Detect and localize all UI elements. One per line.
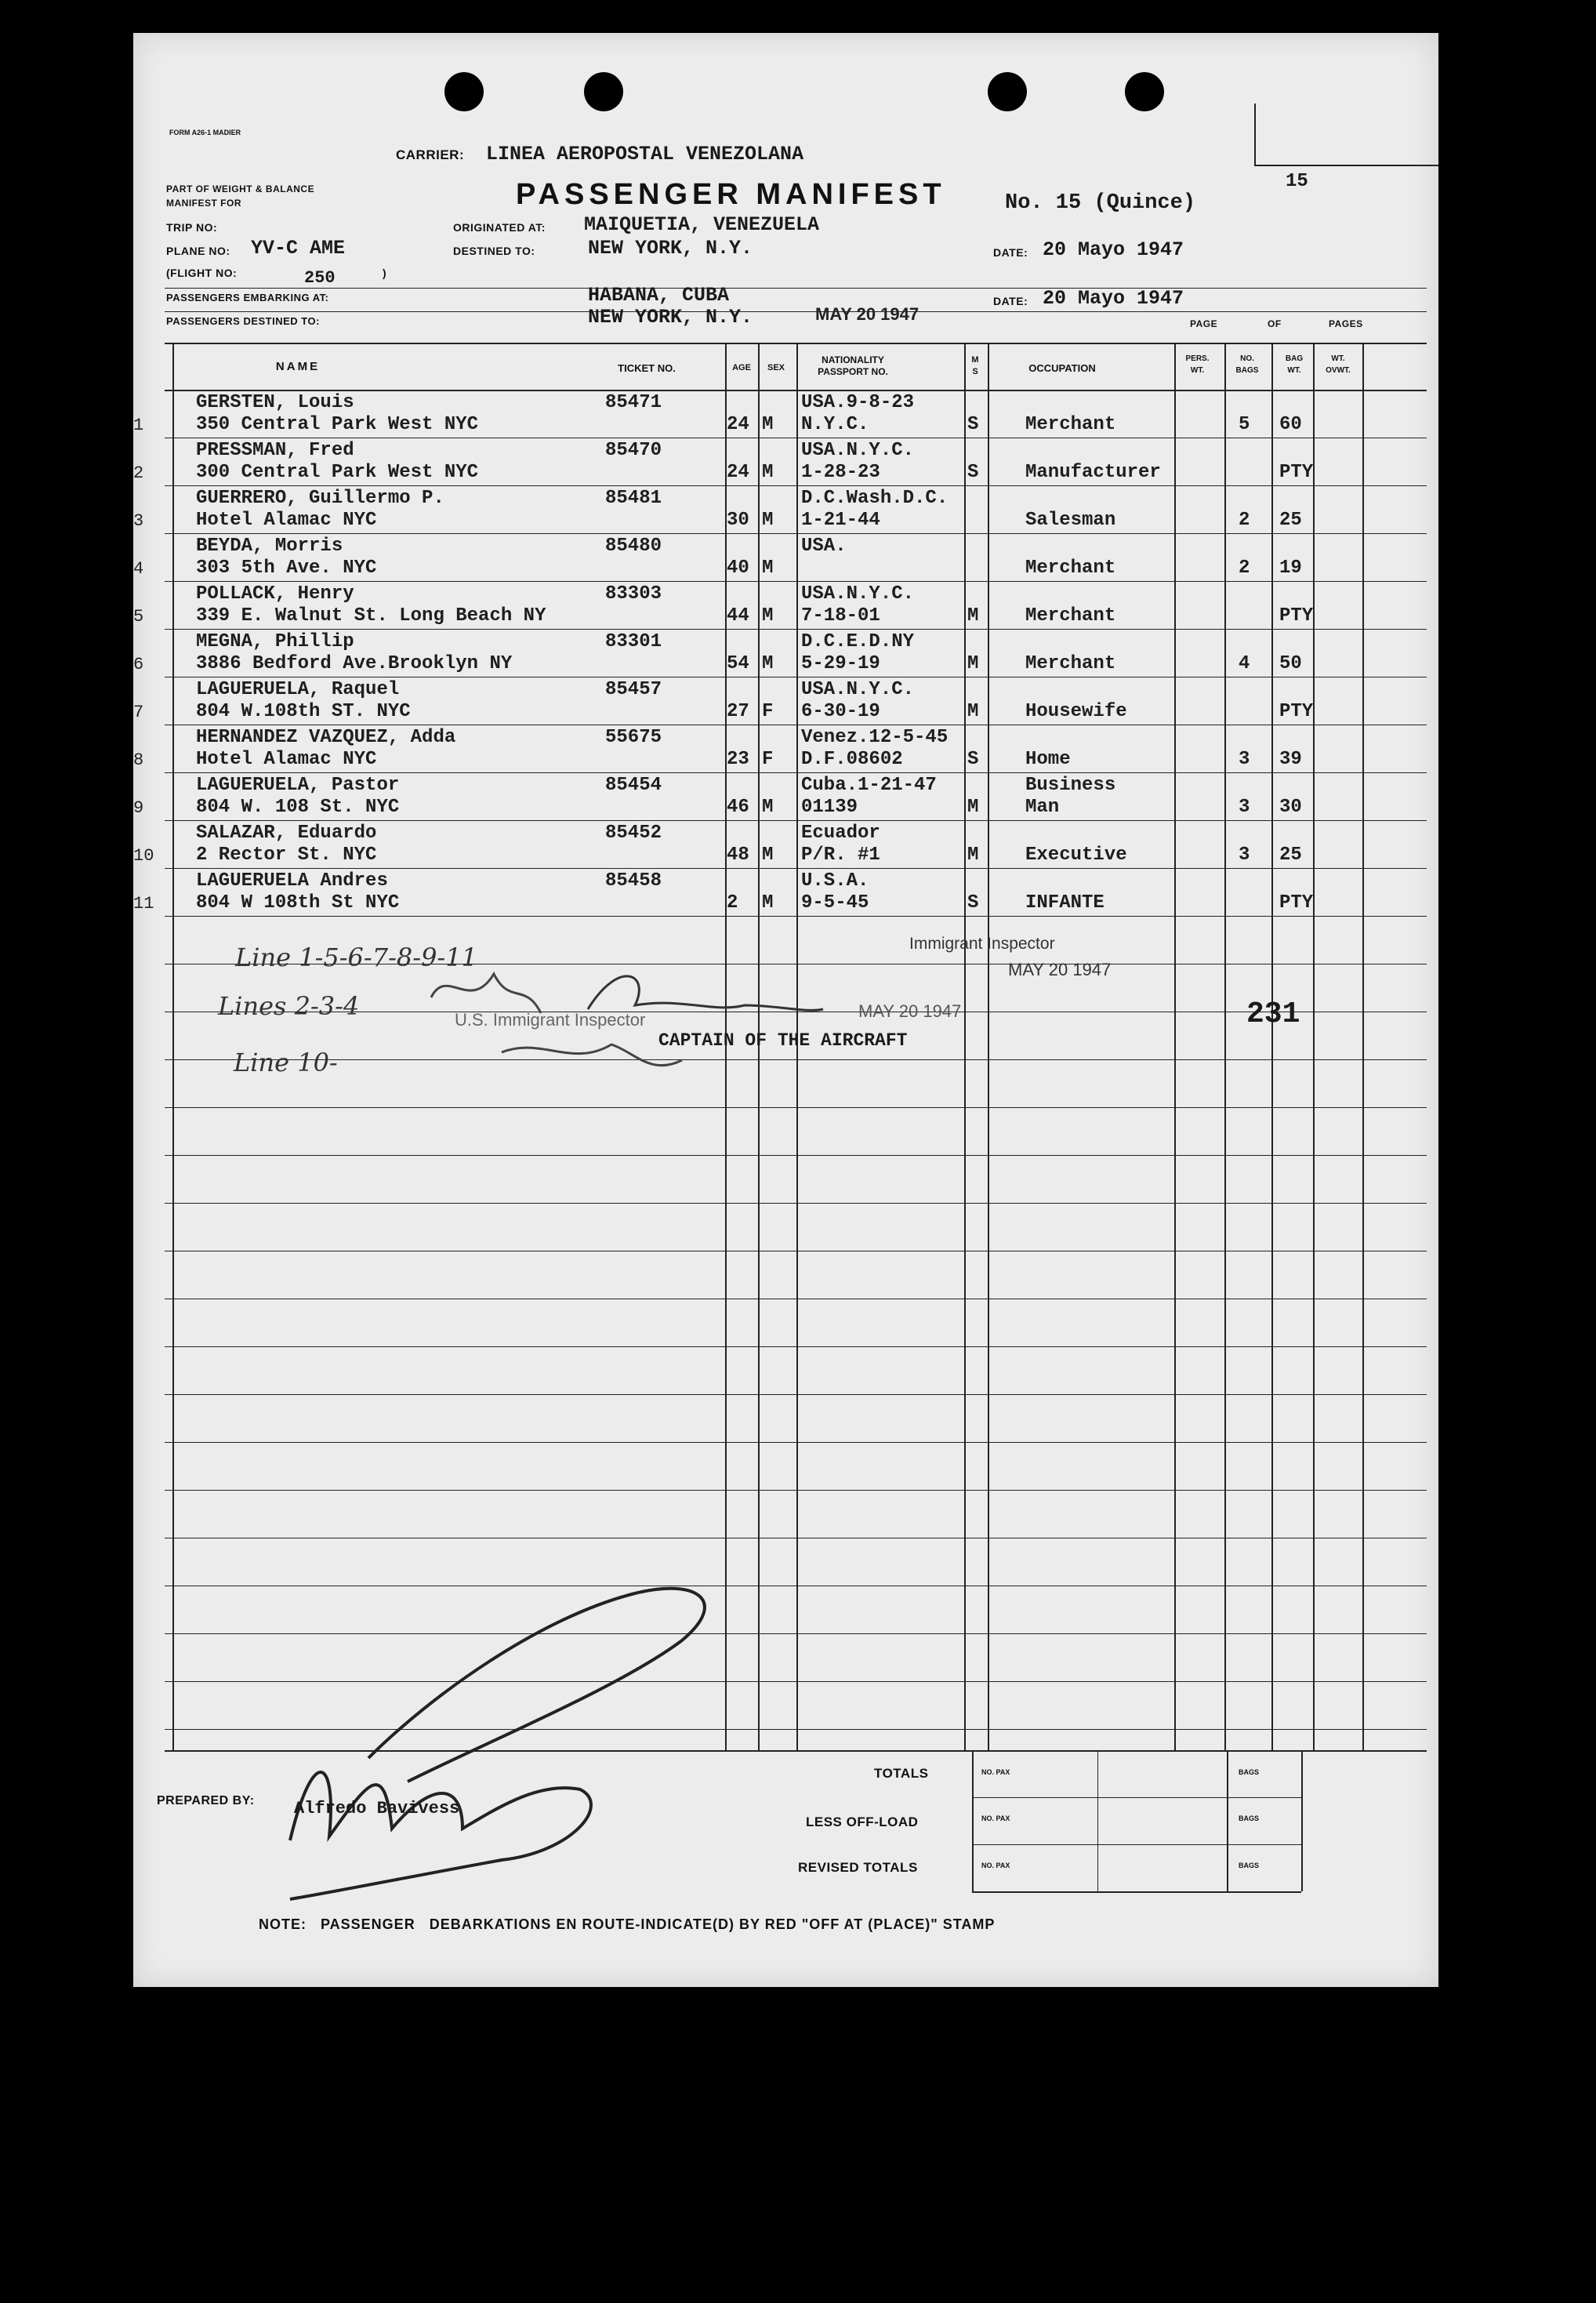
passenger-address: 804 W.108th ST. NYC xyxy=(196,701,411,722)
passenger-sex: M xyxy=(762,605,774,627)
ticket-number: 85458 xyxy=(605,870,662,892)
us-inspector-stamp: U.S. Immigrant Inspector xyxy=(455,1010,646,1030)
inspector-stamp: Immigrant Inspector xyxy=(909,935,1055,953)
flight-number: 250 xyxy=(304,268,336,288)
destined-pass-label: PASSENGERS DESTINED TO: xyxy=(166,315,320,327)
nationality: Venez.12-5-45 xyxy=(801,727,949,748)
embarking-value: HABANA, CUBA xyxy=(588,284,730,307)
row-number: 5 xyxy=(133,607,144,627)
bag-weight: 30 xyxy=(1279,797,1302,818)
marital-status: S xyxy=(967,462,979,483)
totals-rule xyxy=(972,1844,1301,1845)
col-header-age: AGE xyxy=(732,363,751,372)
row-number: 8 xyxy=(133,750,144,770)
totals-rule xyxy=(1301,1750,1303,1891)
no-pax-label: NO. PAX xyxy=(981,1814,1010,1822)
nationality: U.S.A. xyxy=(801,870,869,892)
passenger-address: Hotel Alamac NYC xyxy=(196,749,377,770)
preparer-signature xyxy=(290,1772,591,1899)
manifest-sheet xyxy=(133,33,1438,1987)
passenger-name: PRESSMAN, Fred xyxy=(196,440,354,461)
passenger-name: LAGUERUELA, Raquel xyxy=(196,679,400,700)
bag-weight: PTY xyxy=(1279,605,1314,627)
bags-label: BAGS xyxy=(1239,1768,1260,1776)
passport-number: D.F.08602 xyxy=(801,749,903,770)
bag-weight: 60 xyxy=(1279,414,1302,435)
ticket-number: 85470 xyxy=(605,440,662,461)
totals-rule xyxy=(972,1891,1301,1893)
passport-number: P/R. #1 xyxy=(801,845,880,866)
passport-number: 7-18-01 xyxy=(801,605,880,627)
bag-count: 4 xyxy=(1239,653,1250,674)
occupation: Salesman xyxy=(1025,510,1116,531)
col-header-bags: NO. BAGS xyxy=(1235,354,1259,375)
lines-signature xyxy=(431,974,541,1013)
passport-number: 1-21-44 xyxy=(801,510,880,531)
no-pax-label: NO. PAX xyxy=(981,1862,1010,1869)
marital-status: S xyxy=(967,749,979,770)
us-inspector-stamp-date: MAY 20 1947 xyxy=(858,1001,962,1021)
bag-weight: 19 xyxy=(1279,558,1302,579)
col-header-pers-wt: PERS. WT. xyxy=(1185,354,1210,375)
bag-weight: PTY xyxy=(1279,701,1314,722)
large-signature-stroke xyxy=(368,1589,705,1782)
row-number: 6 xyxy=(133,655,144,674)
nationality: Ecuador xyxy=(801,823,880,844)
col-header-bag-wt: BAG WT. xyxy=(1285,354,1304,375)
bag-weight: PTY xyxy=(1279,462,1314,483)
marital-status: M xyxy=(967,653,979,674)
bag-count: 2 xyxy=(1239,558,1250,579)
destined-label: DESTINED TO: xyxy=(453,245,535,257)
passenger-name: GUERRERO, Guillermo P. xyxy=(196,488,444,509)
bag-count: 2 xyxy=(1239,510,1250,531)
occupation: Manufacturer xyxy=(1025,462,1161,483)
bag-weight: PTY xyxy=(1279,892,1314,914)
bag-count: 5 xyxy=(1239,414,1250,435)
embarking-label: PASSENGERS EMBARKING AT: xyxy=(166,292,329,303)
handwritten-line-note: Line 1-5-6-7-8-9-11 xyxy=(235,943,477,972)
occupation: Executive xyxy=(1025,845,1127,866)
col-header-name: NAME xyxy=(275,360,321,373)
passport-number: N.Y.C. xyxy=(801,414,869,435)
nationality: USA. xyxy=(801,536,847,557)
passenger-sex: F xyxy=(762,701,774,722)
passenger-sex: M xyxy=(762,462,774,483)
plane-number: YV-C AME xyxy=(251,237,346,260)
passenger-sex: M xyxy=(762,558,774,579)
nationality: Cuba.1-21-47 xyxy=(801,775,937,796)
flight-label: (FLIGHT NO: xyxy=(166,267,238,279)
passenger-sex: M xyxy=(762,653,774,674)
row-number: 9 xyxy=(133,798,144,818)
occupation: INFANTE xyxy=(1025,892,1105,914)
less-offload-label: LESS OFF-LOAD xyxy=(806,1814,919,1829)
ticket-number: 85452 xyxy=(605,823,662,844)
ticket-number: 83301 xyxy=(605,631,662,652)
ticket-number: 85457 xyxy=(605,679,662,700)
ticket-number: 85471 xyxy=(605,392,662,413)
ticket-number: 85454 xyxy=(605,775,662,796)
nationality: USA.N.Y.C. xyxy=(801,583,915,605)
row-number: 7 xyxy=(133,703,144,722)
ticket-number: 85480 xyxy=(605,536,662,557)
passenger-name: LAGUERUELA Andres xyxy=(196,870,388,892)
ticket-number: 55675 xyxy=(605,727,662,748)
col-header-ticket: TICKET NO. xyxy=(618,362,676,374)
ticket-number: 83303 xyxy=(605,583,662,605)
marital-status: M xyxy=(967,797,979,818)
passenger-address: 3886 Bedford Ave.Brooklyn NY xyxy=(196,653,513,674)
carrier-label: CARRIER: xyxy=(396,147,465,162)
destined-pass-value: NEW YORK, N.Y. xyxy=(588,306,753,329)
passenger-sex: M xyxy=(762,414,774,435)
ramsey-signature xyxy=(502,1044,682,1066)
plane-label: PLANE NO: xyxy=(166,245,230,257)
passport-number: 5-29-19 xyxy=(801,653,880,674)
bag-weight: 25 xyxy=(1279,510,1302,531)
date2-value: 20 Mayo 1947 xyxy=(1043,287,1184,310)
passenger-name: HERNANDEZ VAZQUEZ, Adda xyxy=(196,727,456,748)
inspector-stamp-date: MAY 20 1947 xyxy=(1008,960,1112,979)
bag-weight: 50 xyxy=(1279,653,1302,674)
passenger-age: 23 xyxy=(727,749,749,770)
row-number: 11 xyxy=(133,894,154,914)
occupation: Merchant xyxy=(1025,414,1116,435)
occupation: Housewife xyxy=(1025,701,1127,722)
totals-rule xyxy=(1097,1750,1098,1891)
bag-weight: 25 xyxy=(1279,845,1302,866)
row-number: 10 xyxy=(133,846,154,866)
col-header-nationality: NATIONALITY PASSPORT NO. xyxy=(818,354,888,377)
prepared-by-name: Alfredo Bavivess xyxy=(294,1799,460,1818)
passenger-address: 300 Central Park West NYC xyxy=(196,462,479,483)
row-number: 4 xyxy=(133,559,144,579)
passenger-age: 30 xyxy=(727,510,749,531)
handwritten-line-note: Line 10- xyxy=(234,1048,338,1077)
passenger-sex: F xyxy=(762,749,774,770)
passenger-name: POLLACK, Henry xyxy=(196,583,354,605)
occupation: Merchant xyxy=(1025,558,1116,579)
nationality: USA.9-8-23 xyxy=(801,392,915,413)
col-header-overweight: WT. OVWT. xyxy=(1326,354,1351,375)
passenger-sex: M xyxy=(762,892,774,914)
totals-rule xyxy=(972,1750,974,1891)
row-number: 2 xyxy=(133,463,144,483)
part-of-label: PART OF WEIGHT & BALANCE xyxy=(166,183,315,194)
destined-value: NEW YORK, N.Y. xyxy=(588,237,753,260)
passenger-address: Hotel Alamac NYC xyxy=(196,510,377,531)
passenger-name: SALAZAR, Eduardo xyxy=(196,823,377,844)
no-pax-label: NO. PAX xyxy=(981,1768,1010,1776)
bags-label: BAGS xyxy=(1239,1814,1260,1822)
nationality: USA.N.Y.C. xyxy=(801,440,915,461)
nationality: D.C.Wash.D.C. xyxy=(801,488,949,509)
date2-label: DATE: xyxy=(993,295,1028,307)
passenger-age: 27 xyxy=(727,701,749,722)
bag-weight: 39 xyxy=(1279,749,1302,770)
col-header-sex: SEX xyxy=(767,363,785,372)
footer-note: NOTE: PASSENGER DEBARKATIONS EN ROUTE-INDICATE(D) BY RED "OFF AT (PLACE)" STAMP xyxy=(259,1916,996,1932)
row-number: 1 xyxy=(133,416,144,435)
nationality: D.C.E.D.NY xyxy=(801,631,915,652)
passenger-address: 350 Central Park West NYC xyxy=(196,414,479,435)
handwritten-line-note: Lines 2-3-4 xyxy=(218,991,360,1021)
received-stamp-date: MAY 20 1947 xyxy=(815,304,920,324)
occupation: Merchant xyxy=(1025,653,1116,674)
passport-number: 6-30-19 xyxy=(801,701,880,722)
passport-number: 9-5-45 xyxy=(801,892,869,914)
col-header-occupation: OCCUPATION xyxy=(1028,362,1096,374)
passenger-name: GERSTEN, Louis xyxy=(196,392,354,413)
ticket-number: 85481 xyxy=(605,488,662,509)
total-231: 231 xyxy=(1246,997,1300,1031)
bag-count: 3 xyxy=(1239,749,1250,770)
bag-count: 3 xyxy=(1239,845,1250,866)
manifest-number: No. 15 (Quince) xyxy=(1005,191,1196,215)
manifest-for-label: MANIFEST FOR xyxy=(166,198,241,209)
flight-close: ) xyxy=(383,267,387,279)
captain-label: CAPTAIN OF THE AIRCRAFT xyxy=(658,1030,908,1051)
revised-totals-label: REVISED TOTALS xyxy=(798,1860,918,1875)
passenger-age: 46 xyxy=(727,797,749,818)
passport-number: 1-28-23 xyxy=(801,462,880,483)
passenger-address: 804 W 108th St NYC xyxy=(196,892,400,914)
passenger-age: 44 xyxy=(727,605,749,627)
marital-status: S xyxy=(967,892,979,914)
marital-status: S xyxy=(967,414,979,435)
of-label: OF xyxy=(1268,318,1282,329)
passenger-sex: M xyxy=(762,797,774,818)
date-label: DATE: xyxy=(993,246,1028,259)
date-value: 20 Mayo 1947 xyxy=(1043,238,1184,261)
prepared-by-label: PREPARED BY: xyxy=(157,1794,255,1807)
passport-number: 01139 xyxy=(801,797,858,818)
passenger-age: 54 xyxy=(727,653,749,674)
page-label: PAGE xyxy=(1190,318,1218,329)
pages-label: PAGES xyxy=(1329,318,1363,329)
occupation: Man xyxy=(1025,797,1060,818)
trip-label: TRIP NO: xyxy=(166,221,218,234)
form-number: FORM A26-1 MADIER xyxy=(169,129,241,136)
originated-label: ORIGINATED AT: xyxy=(453,221,546,234)
col-header-ms: M S xyxy=(971,355,979,376)
passenger-name: MEGNA, Phillip xyxy=(196,631,354,652)
signature-marks xyxy=(133,33,1438,1987)
occupation: Business xyxy=(1025,775,1116,796)
passenger-age: 48 xyxy=(727,845,749,866)
bags-label: BAGS xyxy=(1239,1862,1260,1869)
passenger-address: 339 E. Walnut St. Long Beach NY xyxy=(196,605,546,627)
passenger-sex: M xyxy=(762,510,774,531)
totals-rule xyxy=(972,1797,1301,1798)
nationality: USA.N.Y.C. xyxy=(801,679,915,700)
occupation: Merchant xyxy=(1025,605,1116,627)
marital-status: M xyxy=(967,605,979,627)
passenger-age: 24 xyxy=(727,414,749,435)
passenger-sex: M xyxy=(762,845,774,866)
passenger-age: 40 xyxy=(727,558,749,579)
passenger-address: 2 Rector St. NYC xyxy=(196,845,377,866)
passenger-name: LAGUERUELA, Pastor xyxy=(196,775,400,796)
passenger-age: 24 xyxy=(727,462,749,483)
marital-status: M xyxy=(967,701,979,722)
totals-rule xyxy=(1227,1750,1228,1891)
originated-value: MAIQUETIA, VENEZUELA xyxy=(584,213,820,236)
passenger-age: 2 xyxy=(727,892,738,914)
occupation: Home xyxy=(1025,749,1071,770)
bag-count: 3 xyxy=(1239,797,1250,818)
inspector-signature xyxy=(588,976,823,1010)
passenger-address: 303 5th Ave. NYC xyxy=(196,558,377,579)
passenger-name: BEYDA, Morris xyxy=(196,536,343,557)
page-title: PASSENGER MANIFEST xyxy=(516,178,946,211)
page-corner-number: 15 xyxy=(1286,171,1308,192)
row-number: 3 xyxy=(133,511,144,531)
marital-status: M xyxy=(967,845,979,866)
totals-label: TOTALS xyxy=(874,1766,929,1781)
carrier-value: LINEA AEROPOSTAL VENEZOLANA xyxy=(486,143,804,165)
passenger-address: 804 W. 108 St. NYC xyxy=(196,797,400,818)
